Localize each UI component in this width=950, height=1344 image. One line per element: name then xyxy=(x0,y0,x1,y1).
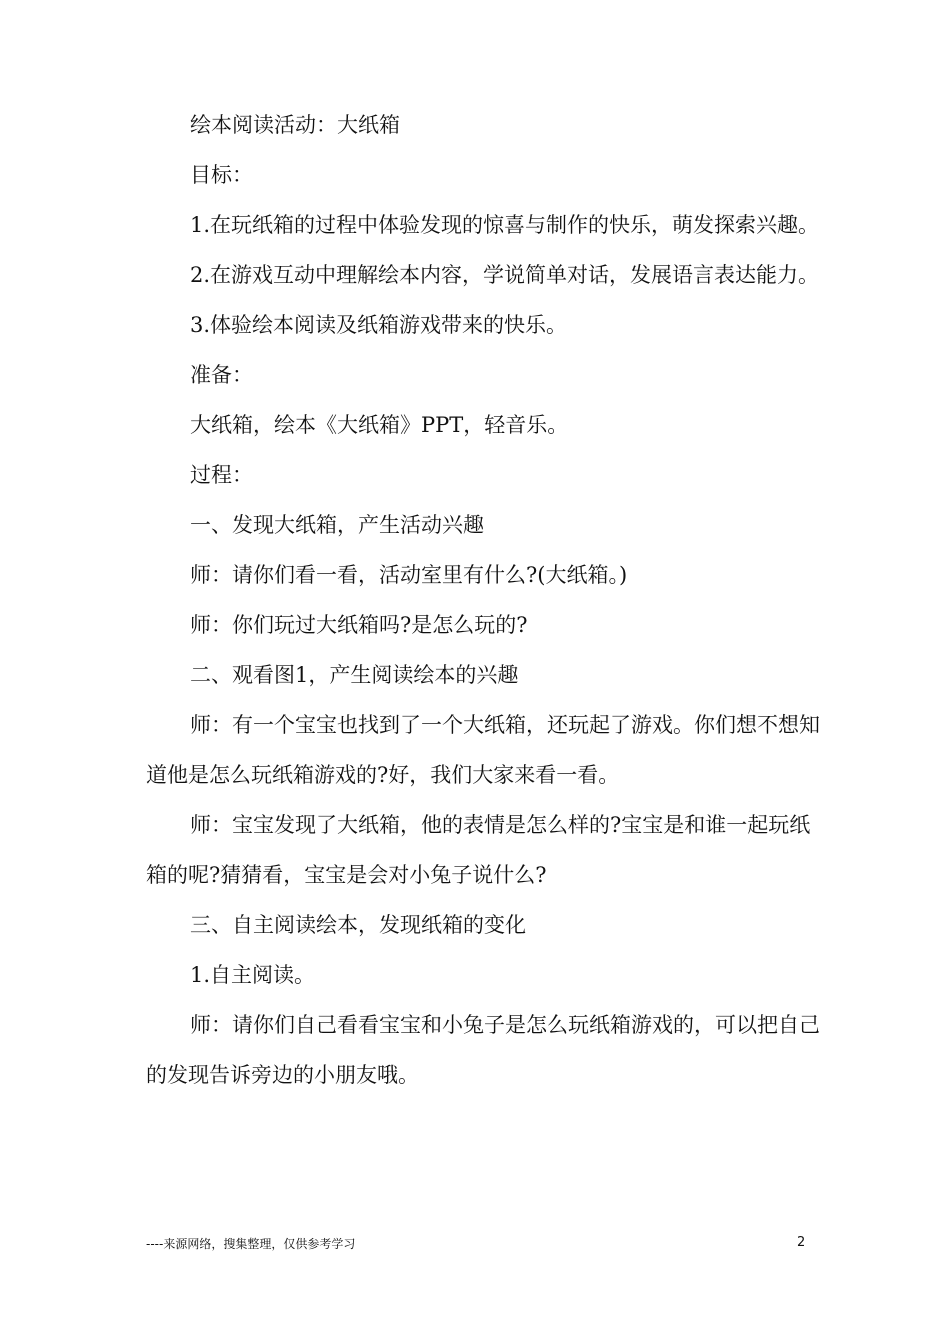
title-paragraph: 绘本阅读活动：大纸箱 xyxy=(190,113,400,137)
document-body xyxy=(146,100,826,1100)
dialogue-paragraph: 师：请你们看一看，活动室里有什么?(大纸箱。) xyxy=(190,563,628,587)
preparation-heading: 准备： xyxy=(190,363,253,387)
section-2-heading: 二、观看图1，产生阅读绘本的兴趣 xyxy=(190,663,519,687)
goal-item-2: 2.在游戏互动中理解绘本内容，学说简单对话，发展语言表达能力。 xyxy=(190,263,820,287)
goal-item-3: 3.体验绘本阅读及纸箱游戏带来的快乐。 xyxy=(190,313,568,337)
dialogue-paragraph: 师：宝宝发现了大纸箱，他的表情是怎么样的?宝宝是和谁一起玩纸箱的呢?猜猜看，宝宝是会对小兔子说什么? xyxy=(146,813,811,887)
dialogue-paragraph: 师：有一个宝宝也找到了一个大纸箱，还玩起了游戏。你们想不想知道他是怎么玩纸箱游戏的?好，我们大家来看一看。 xyxy=(146,713,820,787)
page-number: 2 xyxy=(797,1235,806,1250)
section-3-heading: 三、自主阅读绘本，发现纸箱的变化 xyxy=(190,913,526,937)
dialogue-paragraph: 师：你们玩过大纸箱吗?是怎么玩的? xyxy=(190,613,528,637)
dialogue-paragraph: 师：请你们自己看看宝宝和小兔子是怎么玩纸箱游戏的，可以把自己的发现告诉旁边的小朋友哦。 xyxy=(146,1013,820,1087)
goals-heading: 目标： xyxy=(190,163,253,187)
process-heading: 过程： xyxy=(190,463,253,487)
preparation-text: 大纸箱，绘本《大纸箱》PPT，轻音乐。 xyxy=(190,413,569,437)
goal-item-1: 1.在玩纸箱的过程中体验发现的惊喜与制作的快乐，萌发探索兴趣。 xyxy=(190,213,820,237)
footer-source-note: ----来源网络，搜集整理，仅供参考学习 xyxy=(146,1237,356,1251)
subsection-heading: 1.自主阅读。 xyxy=(190,963,316,987)
section-1-heading: 一、发现大纸箱，产生活动兴趣 xyxy=(190,513,484,537)
